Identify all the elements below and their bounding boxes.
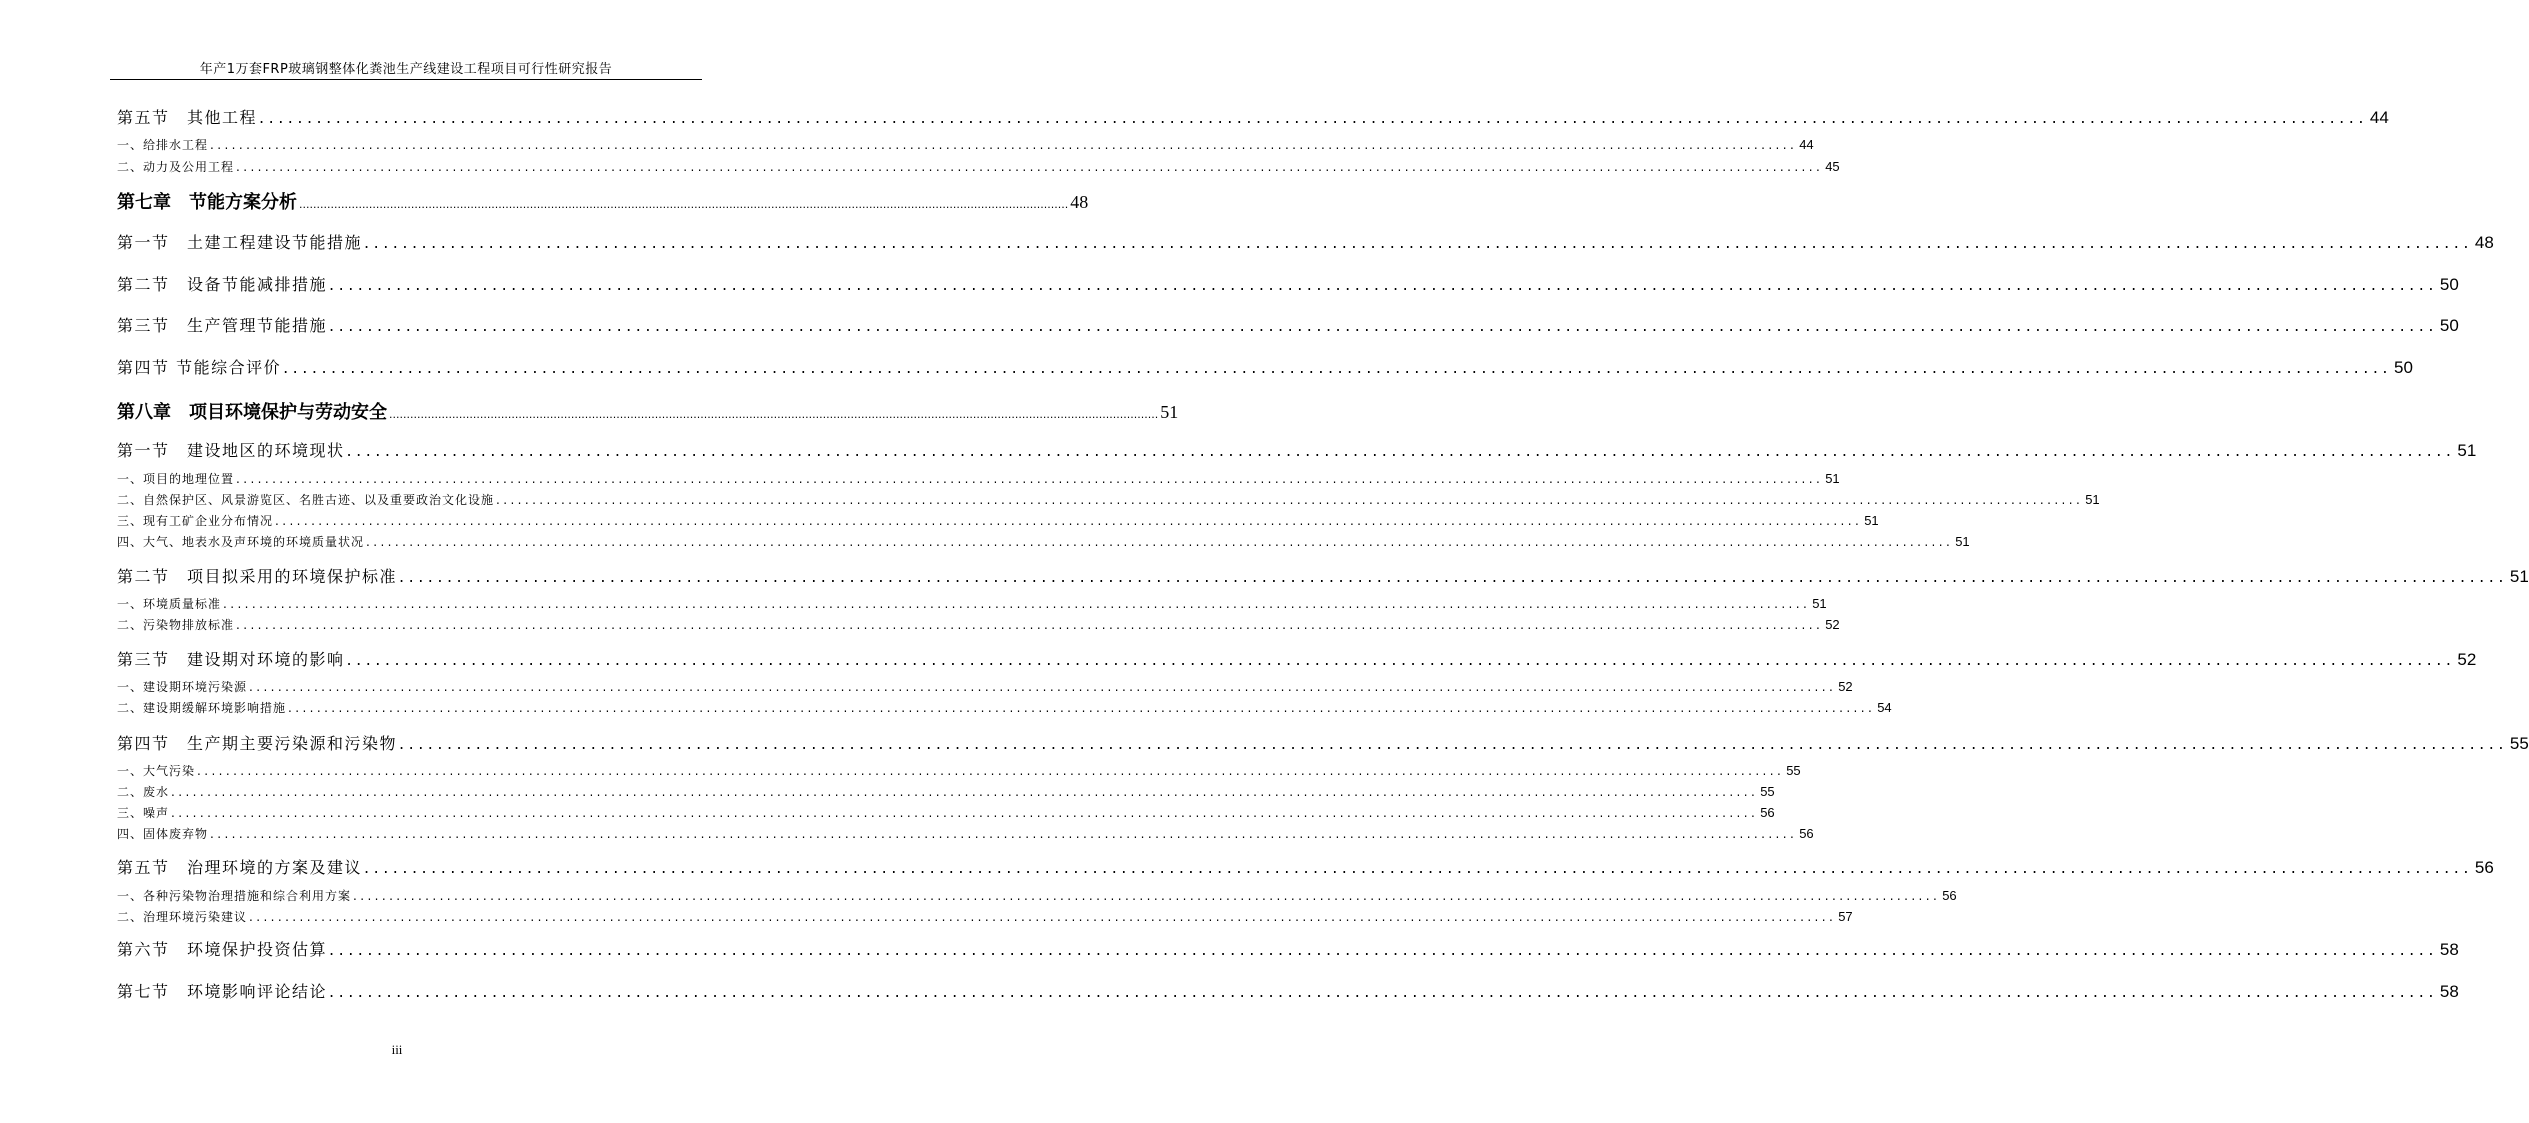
toc-entry[interactable] bbox=[117, 136, 1814, 153]
toc-entry-title: 第二节 设备节能减排措施 bbox=[117, 275, 328, 294]
toc-entry-page: 58 bbox=[2439, 982, 2459, 1001]
dot-leader: ............................................................................................................................................................................................................................ bbox=[236, 618, 1824, 632]
toc-entry-title: 第八章 项目环境保护与劳动安全 bbox=[117, 402, 387, 423]
toc-entry-title: 四、大气、地表水及声环境的环境质量状况 bbox=[117, 535, 365, 549]
toc-entry-title: 三、现有工矿企业分布情况 bbox=[117, 514, 274, 528]
toc-entry[interactable] bbox=[117, 491, 2100, 508]
toc-entry[interactable] bbox=[117, 825, 1814, 842]
dot-leader: ............................................................................................................................................................................................................................ bbox=[223, 597, 1811, 611]
dot-leader: ............................................................................................................................................................................................................................ bbox=[210, 827, 1798, 841]
toc-entry-page: 56 bbox=[2474, 858, 2494, 877]
toc-entry-page: 57 bbox=[1838, 909, 1853, 924]
dot-leader: ............................................................................................................................................................................................................................ bbox=[346, 650, 2456, 669]
dot-leader: ............................................................................................................................................................................................................................ bbox=[364, 858, 2473, 877]
toc-entry[interactable] bbox=[117, 470, 1840, 487]
toc-entry-page: 51 bbox=[2509, 567, 2529, 586]
toc-entry[interactable] bbox=[117, 804, 1775, 821]
toc-entry-title: 第七节 环境影响评论结论 bbox=[117, 982, 328, 1001]
toc-entry[interactable] bbox=[117, 762, 1801, 779]
toc-entry[interactable] bbox=[117, 783, 1775, 800]
toc-entry-title: 二、动力及公用工程 bbox=[117, 160, 235, 174]
toc-entry-page: 55 bbox=[1760, 784, 1775, 799]
toc-entry-title: 第三节 建设期对环境的影响 bbox=[117, 650, 345, 669]
dot-leader: ............................................................................................................................................................................................................................ bbox=[171, 806, 1759, 820]
toc-entry[interactable] bbox=[117, 887, 1957, 904]
toc-entry-page: 52 bbox=[1838, 679, 1853, 694]
toc-entry-title: 二、污染物排放标准 bbox=[117, 618, 235, 632]
toc-entry[interactable] bbox=[117, 188, 1089, 214]
toc-entry[interactable] bbox=[117, 647, 2477, 670]
toc-entry[interactable] bbox=[117, 908, 1853, 925]
toc-entry-page: 51 bbox=[2085, 492, 2100, 507]
toc-entry-page: 50 bbox=[2439, 275, 2459, 294]
dot-leader: ............................................................................................................................................................................................................................ bbox=[288, 701, 1876, 715]
dot-leader: ............................................................................................................................................................................................................................ bbox=[275, 514, 1863, 528]
dot-leader: ............................................................................................................................................................................................................................ bbox=[329, 940, 2438, 959]
toc-entry-title: 一、项目的地理位置 bbox=[117, 472, 235, 486]
dot-leader: ............................................................................................................................................................................................................................ bbox=[236, 160, 1824, 174]
dot-leader: ............................................................................................................................................................................................................................ bbox=[171, 785, 1759, 799]
toc-entry-title: 第五节 治理环境的方案及建议 bbox=[117, 858, 363, 877]
toc-entry-title: 第七章 节能方案分析 bbox=[117, 192, 297, 213]
toc-entry[interactable] bbox=[117, 105, 2389, 128]
toc-entry-page: 50 bbox=[2439, 316, 2459, 335]
dot-leader: ............................................................................................................................................................................................................................ bbox=[210, 138, 1798, 152]
toc-entry[interactable] bbox=[117, 616, 1840, 633]
dot-leader: ............................................................................................................................................................................................................................ bbox=[329, 316, 2438, 335]
header-divider bbox=[110, 79, 702, 80]
toc-entry-page: 44 bbox=[2369, 108, 2389, 127]
toc-entry[interactable] bbox=[117, 158, 1840, 175]
toc-entry-title: 一、建设期环境污染源 bbox=[117, 680, 248, 694]
dot-leader: ............................................................................................................................................................................................................................ bbox=[399, 734, 2508, 753]
toc-entry[interactable] bbox=[117, 398, 1179, 424]
toc-entry-page: 48 bbox=[2474, 233, 2494, 252]
dot-leader: ............................................................................................................................................................................................................................ bbox=[399, 567, 2508, 586]
toc-entry-title: 二、建设期缓解环境影响措施 bbox=[117, 701, 287, 715]
dot-leader: ............................................................................................................................................................................................................................ bbox=[299, 198, 1069, 211]
toc-entry-title: 第四节 节能综合评价 bbox=[117, 358, 282, 377]
dot-leader: ............................................................................................................................................................................................................................ bbox=[236, 472, 1824, 486]
toc-entry-page: 50 bbox=[2394, 358, 2413, 377]
toc-entry-title: 一、大气污染 bbox=[117, 764, 196, 778]
toc-entry-page: 52 bbox=[1825, 617, 1840, 632]
toc-entry[interactable] bbox=[117, 512, 1879, 529]
toc-entry-title: 四、固体废弃物 bbox=[117, 827, 209, 841]
dot-leader: ............................................................................................................................................................................................................................ bbox=[283, 358, 2392, 377]
toc-entry-page: 51 bbox=[1955, 534, 1970, 549]
dot-leader: ............................................................................................................................................................................................................................ bbox=[197, 764, 1785, 778]
page-number: iii bbox=[391, 1042, 403, 1057]
toc-entry[interactable] bbox=[117, 230, 2494, 253]
toc-entry-title: 二、自然保护区、风景游览区、名胜古迹、以及重要政治文化设施 bbox=[117, 493, 495, 507]
toc-entry-title: 一、给排水工程 bbox=[117, 138, 209, 152]
toc-entry-title: 二、废水 bbox=[117, 785, 170, 799]
toc-entry[interactable] bbox=[117, 731, 2529, 754]
toc-entry-title: 一、环境质量标准 bbox=[117, 597, 222, 611]
dot-leader: ............................................................................................................................................................................................................................ bbox=[496, 493, 2084, 507]
toc-entry-page: 45 bbox=[1825, 159, 1840, 174]
toc-entry-title: 第三节 生产管理节能措施 bbox=[117, 316, 328, 335]
toc-entry-page: 51 bbox=[1812, 596, 1827, 611]
toc-entry-title: 二、治理环境污染建议 bbox=[117, 910, 248, 924]
toc-entry[interactable] bbox=[117, 699, 1892, 716]
toc-entry[interactable] bbox=[117, 564, 2529, 587]
toc-entry-title: 第五节 其他工程 bbox=[117, 108, 258, 127]
dot-leader: ............................................................................................................................................................................................................................ bbox=[249, 910, 1837, 924]
toc-entry[interactable] bbox=[117, 855, 2494, 878]
toc-entry-title: 第一节 建设地区的环境现状 bbox=[117, 441, 345, 460]
toc-entry-title: 第六节 环境保护投资估算 bbox=[117, 940, 328, 959]
dot-leader: ............................................................................................................................................................................................................................ bbox=[329, 275, 2438, 294]
toc-entry-page: 48 bbox=[1070, 192, 1089, 212]
toc-entry-page: 56 bbox=[1799, 826, 1814, 841]
toc-entry[interactable] bbox=[117, 937, 2459, 960]
toc-entry-title: 三、噪声 bbox=[117, 806, 170, 820]
toc-entry-page: 51 bbox=[1825, 471, 1840, 486]
toc-entry-page: 55 bbox=[1786, 763, 1801, 778]
toc-entry[interactable] bbox=[117, 313, 2459, 336]
toc-entry-page: 51 bbox=[2457, 441, 2477, 460]
toc-entry-page: 56 bbox=[1942, 888, 1957, 903]
toc-entry[interactable] bbox=[117, 438, 2477, 461]
toc-entry[interactable] bbox=[117, 595, 1827, 612]
dot-leader: ............................................................................................................................................................................................................................ bbox=[366, 535, 1954, 549]
toc-entry-page: 52 bbox=[2457, 650, 2477, 669]
toc-entry-page: 51 bbox=[1160, 402, 1179, 422]
dot-leader: ............................................................................................................................................................................................................................ bbox=[364, 233, 2473, 252]
toc-entry[interactable] bbox=[117, 979, 2459, 1002]
dot-leader: ............................................................................................................................................................................................................................ bbox=[249, 680, 1837, 694]
toc-entry[interactable] bbox=[117, 355, 2413, 378]
dot-leader: ............................................................................................................................................................................................................................ bbox=[259, 108, 2368, 127]
toc-entry-title: 第四节 生产期主要污染源和污染物 bbox=[117, 734, 398, 753]
dot-leader: ............................................................................................................................................................................................................................ bbox=[346, 441, 2456, 460]
running-header: 年产1万套FRP玻璃钢整体化粪池生产线建设工程项目可行性研究报告 bbox=[199, 62, 613, 77]
toc-entry-page: 44 bbox=[1799, 137, 1814, 152]
dot-leader: ............................................................................................................................................................................................................................ bbox=[353, 889, 1941, 903]
toc-entry-page: 55 bbox=[2509, 734, 2529, 753]
toc-entry-page: 51 bbox=[1864, 513, 1879, 528]
toc-entry-title: 一、各种污染物治理措施和综合利用方案 bbox=[117, 889, 352, 903]
dot-leader: ............................................................................................................................................................................................................................ bbox=[329, 982, 2438, 1001]
toc-entry-page: 54 bbox=[1877, 700, 1892, 715]
toc-entry-title: 第一节 土建工程建设节能措施 bbox=[117, 233, 363, 252]
toc-entry-page: 56 bbox=[1760, 805, 1775, 820]
toc-entry[interactable] bbox=[117, 678, 1853, 695]
toc-entry-title: 第二节 项目拟采用的环境保护标准 bbox=[117, 567, 398, 586]
dot-leader: ............................................................................................................................................................................................................................ bbox=[389, 408, 1159, 421]
toc-entry[interactable] bbox=[117, 533, 1970, 550]
toc-entry-page: 58 bbox=[2439, 940, 2459, 959]
toc-entry[interactable] bbox=[117, 272, 2459, 295]
